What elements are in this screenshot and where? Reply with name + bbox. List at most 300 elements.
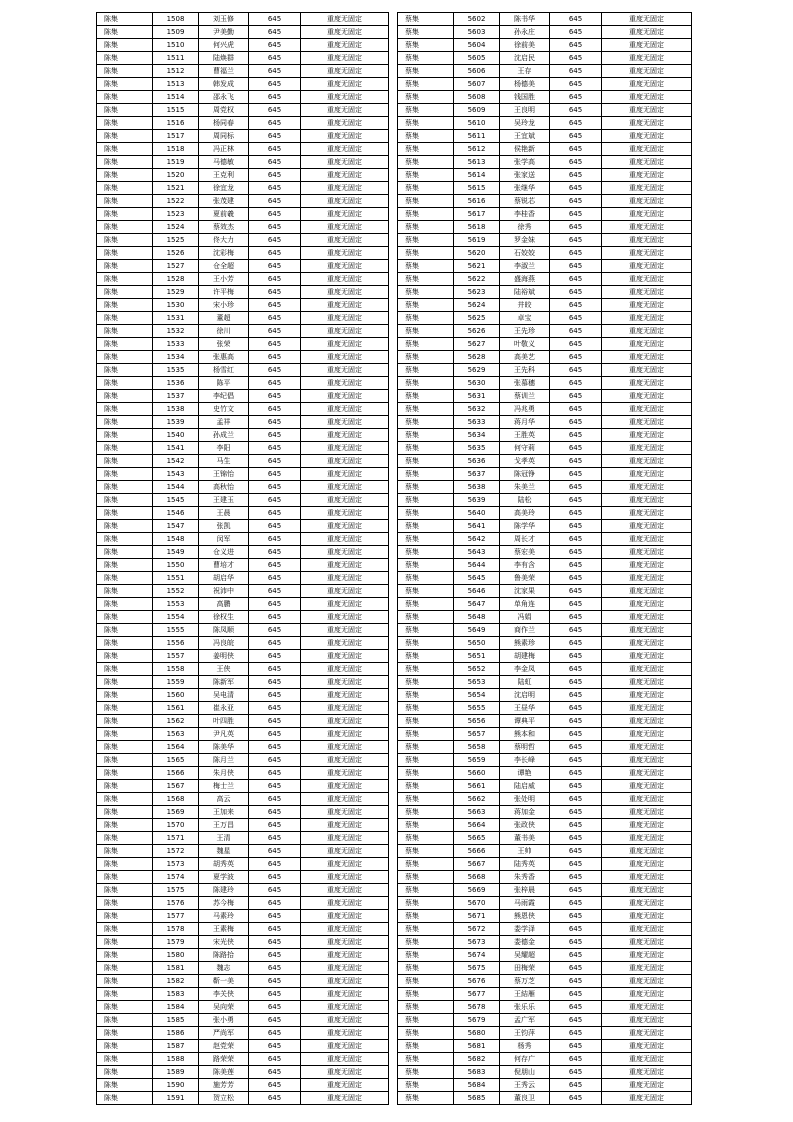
table-row xyxy=(97,845,389,858)
table-row xyxy=(97,65,389,78)
id-cell: 1555 xyxy=(153,624,199,637)
table-row xyxy=(97,1066,389,1079)
category-cell: 重度无固定 xyxy=(602,481,692,494)
category-cell: 重度无固定 xyxy=(301,208,389,221)
amount-cell: 645 xyxy=(550,663,602,676)
id-cell: 5620 xyxy=(454,247,500,260)
category-cell: 重度无固定 xyxy=(602,897,692,910)
name-cell: 夏前羲 xyxy=(199,208,249,221)
id-cell: 5677 xyxy=(454,988,500,1001)
table-row xyxy=(398,117,692,130)
id-cell: 5625 xyxy=(454,312,500,325)
name-cell: 陈书华 xyxy=(500,13,550,26)
id-cell: 1571 xyxy=(153,832,199,845)
category-cell: 重度无固定 xyxy=(301,806,389,819)
town-cell: 陈集 xyxy=(97,988,153,1001)
name-cell: 仓全超 xyxy=(199,260,249,273)
id-cell: 1539 xyxy=(153,416,199,429)
category-cell: 重度无固定 xyxy=(602,91,692,104)
id-cell: 1580 xyxy=(153,949,199,962)
id-cell: 1568 xyxy=(153,793,199,806)
name-cell: 吴向荣 xyxy=(199,1001,249,1014)
amount-cell: 645 xyxy=(249,988,301,1001)
town-cell: 陈集 xyxy=(97,221,153,234)
table-row xyxy=(398,1066,692,1079)
name-cell: 叶四胜 xyxy=(199,715,249,728)
table-row xyxy=(398,585,692,598)
name-cell: 马素玲 xyxy=(199,910,249,923)
name-cell: 魏志 xyxy=(199,962,249,975)
amount-cell: 645 xyxy=(249,663,301,676)
category-cell: 重度无固定 xyxy=(602,143,692,156)
category-cell: 重度无固定 xyxy=(301,585,389,598)
table-row xyxy=(398,975,692,988)
town-cell: 蔡集 xyxy=(398,624,454,637)
town-cell: 陈集 xyxy=(97,1027,153,1040)
town-cell: 蔡集 xyxy=(398,143,454,156)
id-cell: 5671 xyxy=(454,910,500,923)
amount-cell: 645 xyxy=(249,910,301,923)
name-cell: 陈平 xyxy=(199,377,249,390)
name-cell: 祝沛中 xyxy=(199,585,249,598)
id-cell: 1529 xyxy=(153,286,199,299)
amount-cell: 645 xyxy=(550,65,602,78)
table-row xyxy=(398,104,692,117)
category-cell: 重度无固定 xyxy=(602,234,692,247)
id-cell: 5656 xyxy=(454,715,500,728)
id-cell: 1524 xyxy=(153,221,199,234)
name-cell: 高秋怡 xyxy=(199,481,249,494)
category-cell: 重度无固定 xyxy=(301,702,389,715)
name-cell: 贺立松 xyxy=(199,1092,249,1105)
id-cell: 1512 xyxy=(153,65,199,78)
town-cell: 蔡集 xyxy=(398,871,454,884)
amount-cell: 645 xyxy=(249,91,301,104)
name-cell: 叶敬义 xyxy=(500,338,550,351)
amount-cell: 645 xyxy=(550,234,602,247)
town-cell: 陈集 xyxy=(97,442,153,455)
name-cell: 侯艳新 xyxy=(500,143,550,156)
name-cell: 陆焕群 xyxy=(199,52,249,65)
id-cell: 5665 xyxy=(454,832,500,845)
table-row xyxy=(97,897,389,910)
town-cell: 陈集 xyxy=(97,728,153,741)
amount-cell: 645 xyxy=(550,819,602,832)
name-cell: 周长才 xyxy=(500,533,550,546)
id-cell: 5622 xyxy=(454,273,500,286)
category-cell: 重度无固定 xyxy=(301,936,389,949)
id-cell: 1582 xyxy=(153,975,199,988)
id-cell: 1546 xyxy=(153,507,199,520)
name-cell: 陆虹 xyxy=(500,676,550,689)
town-cell: 陈集 xyxy=(97,377,153,390)
town-cell: 陈集 xyxy=(97,52,153,65)
table-row xyxy=(398,455,692,468)
name-cell: 曹培才 xyxy=(199,559,249,572)
name-cell: 陈建玲 xyxy=(199,884,249,897)
town-cell: 蔡集 xyxy=(398,897,454,910)
id-cell: 5660 xyxy=(454,767,500,780)
category-cell: 重度无固定 xyxy=(602,754,692,767)
amount-cell: 645 xyxy=(249,481,301,494)
amount-cell: 645 xyxy=(249,1066,301,1079)
id-cell: 5666 xyxy=(454,845,500,858)
amount-cell: 645 xyxy=(249,39,301,52)
amount-cell: 645 xyxy=(249,520,301,533)
amount-cell: 645 xyxy=(550,533,602,546)
table-row xyxy=(398,377,692,390)
id-cell: 5661 xyxy=(454,780,500,793)
amount-cell: 645 xyxy=(550,754,602,767)
amount-cell: 645 xyxy=(249,780,301,793)
table-row xyxy=(97,1092,389,1105)
id-cell: 5624 xyxy=(454,299,500,312)
id-cell: 1519 xyxy=(153,156,199,169)
category-cell: 重度无固定 xyxy=(301,299,389,312)
category-cell: 重度无固定 xyxy=(301,182,389,195)
name-cell: 王晨 xyxy=(199,507,249,520)
category-cell: 重度无固定 xyxy=(602,442,692,455)
amount-cell: 645 xyxy=(550,390,602,403)
id-cell: 5623 xyxy=(454,286,500,299)
table-row xyxy=(97,169,389,182)
amount-cell: 645 xyxy=(550,1092,602,1105)
id-cell: 1533 xyxy=(153,338,199,351)
amount-cell: 645 xyxy=(249,234,301,247)
amount-cell: 645 xyxy=(550,208,602,221)
left-roster-body xyxy=(97,13,389,1105)
town-cell: 陈集 xyxy=(97,676,153,689)
name-cell: 冯良皖 xyxy=(199,637,249,650)
town-cell: 蔡集 xyxy=(398,689,454,702)
category-cell: 重度无固定 xyxy=(602,962,692,975)
town-cell: 陈集 xyxy=(97,286,153,299)
name-cell: 王先科 xyxy=(500,364,550,377)
amount-cell: 645 xyxy=(249,260,301,273)
name-cell: 董良卫 xyxy=(500,1092,550,1105)
category-cell: 重度无固定 xyxy=(602,351,692,364)
id-cell: 5650 xyxy=(454,637,500,650)
amount-cell: 645 xyxy=(249,1014,301,1027)
town-cell: 陈集 xyxy=(97,936,153,949)
table-row xyxy=(398,1053,692,1066)
category-cell: 重度无固定 xyxy=(602,78,692,91)
table-row xyxy=(398,273,692,286)
table-row xyxy=(398,689,692,702)
name-cell: 蒋月华 xyxy=(500,416,550,429)
category-cell: 重度无固定 xyxy=(301,1001,389,1014)
id-cell: 1530 xyxy=(153,299,199,312)
town-cell: 陈集 xyxy=(97,364,153,377)
name-cell: 王小芳 xyxy=(199,273,249,286)
table-row xyxy=(97,377,389,390)
amount-cell: 645 xyxy=(550,468,602,481)
town-cell: 陈集 xyxy=(97,741,153,754)
table-row xyxy=(398,494,692,507)
name-cell: 梅士兰 xyxy=(199,780,249,793)
category-cell: 重度无固定 xyxy=(301,507,389,520)
category-cell: 重度无固定 xyxy=(602,520,692,533)
town-cell: 蔡集 xyxy=(398,208,454,221)
id-cell: 5611 xyxy=(454,130,500,143)
town-cell: 蔡集 xyxy=(398,1066,454,1079)
name-cell: 张政侠 xyxy=(500,819,550,832)
category-cell: 重度无固定 xyxy=(301,481,389,494)
name-cell: 鲁美荣 xyxy=(500,572,550,585)
amount-cell: 645 xyxy=(249,1027,301,1040)
id-cell: 5658 xyxy=(454,741,500,754)
amount-cell: 645 xyxy=(550,585,602,598)
town-cell: 蔡集 xyxy=(398,819,454,832)
category-cell: 重度无固定 xyxy=(301,104,389,117)
name-cell: 胡秀英 xyxy=(199,858,249,871)
name-cell: 邵永飞 xyxy=(199,91,249,104)
name-cell: 王钧萍 xyxy=(500,1027,550,1040)
name-cell: 石姣姣 xyxy=(500,247,550,260)
table-row xyxy=(398,845,692,858)
category-cell: 重度无固定 xyxy=(602,1079,692,1092)
id-cell: 5633 xyxy=(454,416,500,429)
table-row xyxy=(97,143,389,156)
table-row xyxy=(398,1079,692,1092)
category-cell: 重度无固定 xyxy=(602,1027,692,1040)
table-row xyxy=(398,1014,692,1027)
town-cell: 陈集 xyxy=(97,871,153,884)
name-cell: 张家送 xyxy=(500,169,550,182)
name-cell: 崔永亚 xyxy=(199,702,249,715)
amount-cell: 645 xyxy=(249,312,301,325)
town-cell: 陈集 xyxy=(97,1053,153,1066)
category-cell: 重度无固定 xyxy=(602,169,692,182)
name-cell: 井皎 xyxy=(500,299,550,312)
town-cell: 陈集 xyxy=(97,78,153,91)
id-cell: 1538 xyxy=(153,403,199,416)
amount-cell: 645 xyxy=(550,715,602,728)
town-cell: 陈集 xyxy=(97,689,153,702)
table-row xyxy=(398,832,692,845)
category-cell: 重度无固定 xyxy=(602,546,692,559)
id-cell: 1522 xyxy=(153,195,199,208)
name-cell: 钱国胜 xyxy=(500,91,550,104)
category-cell: 重度无固定 xyxy=(602,117,692,130)
category-cell: 重度无固定 xyxy=(301,962,389,975)
id-cell: 1536 xyxy=(153,377,199,390)
amount-cell: 645 xyxy=(550,949,602,962)
amount-cell: 645 xyxy=(249,442,301,455)
town-cell: 陈集 xyxy=(97,13,153,26)
name-cell: 卓宝 xyxy=(500,312,550,325)
table-row xyxy=(97,39,389,52)
name-cell: 张学高 xyxy=(500,156,550,169)
name-cell: 熊本和 xyxy=(500,728,550,741)
name-cell: 单角连 xyxy=(500,598,550,611)
table-row xyxy=(97,429,389,442)
amount-cell: 645 xyxy=(550,364,602,377)
table-row xyxy=(398,468,692,481)
name-cell: 马德敏 xyxy=(199,156,249,169)
id-cell: 5637 xyxy=(454,468,500,481)
town-cell: 蔡集 xyxy=(398,845,454,858)
amount-cell: 645 xyxy=(249,325,301,338)
category-cell: 重度无固定 xyxy=(602,637,692,650)
name-cell: 孟祥 xyxy=(199,416,249,429)
town-cell: 蔡集 xyxy=(398,26,454,39)
town-cell: 陈集 xyxy=(97,1092,153,1105)
id-cell: 1544 xyxy=(153,481,199,494)
name-cell: 周党权 xyxy=(199,104,249,117)
town-cell: 蔡集 xyxy=(398,130,454,143)
table-row xyxy=(398,260,692,273)
table-row xyxy=(97,819,389,832)
id-cell: 5648 xyxy=(454,611,500,624)
name-cell: 王存 xyxy=(500,65,550,78)
table-row xyxy=(398,351,692,364)
name-cell: 蔡明哲 xyxy=(500,741,550,754)
table-row xyxy=(398,715,692,728)
name-cell: 苏今梅 xyxy=(199,897,249,910)
amount-cell: 645 xyxy=(550,988,602,1001)
name-cell: 娄学泽 xyxy=(500,923,550,936)
name-cell: 冯兆勇 xyxy=(500,403,550,416)
town-cell: 蔡集 xyxy=(398,156,454,169)
town-cell: 陈集 xyxy=(97,39,153,52)
table-row xyxy=(398,481,692,494)
amount-cell: 645 xyxy=(249,858,301,871)
town-cell: 陈集 xyxy=(97,585,153,598)
id-cell: 1557 xyxy=(153,650,199,663)
amount-cell: 645 xyxy=(249,104,301,117)
amount-cell: 645 xyxy=(550,1001,602,1014)
table-row xyxy=(398,949,692,962)
town-cell: 蔡集 xyxy=(398,637,454,650)
category-cell: 重度无固定 xyxy=(602,416,692,429)
name-cell: 吴耀超 xyxy=(500,949,550,962)
right-roster-table xyxy=(397,12,692,1105)
amount-cell: 645 xyxy=(550,1079,602,1092)
table-row xyxy=(398,403,692,416)
id-cell: 1528 xyxy=(153,273,199,286)
id-cell: 5632 xyxy=(454,403,500,416)
name-cell: 商作兰 xyxy=(500,624,550,637)
id-cell: 1535 xyxy=(153,364,199,377)
name-cell: 韩发成 xyxy=(199,78,249,91)
amount-cell: 645 xyxy=(550,403,602,416)
table-row xyxy=(97,455,389,468)
name-cell: 王侠 xyxy=(199,663,249,676)
name-cell: 孙永庄 xyxy=(500,26,550,39)
id-cell: 5672 xyxy=(454,923,500,936)
category-cell: 重度无固定 xyxy=(602,182,692,195)
town-cell: 蔡集 xyxy=(398,1079,454,1092)
town-cell: 蔡集 xyxy=(398,806,454,819)
table-row xyxy=(398,429,692,442)
table-row xyxy=(97,585,389,598)
town-cell: 蔡集 xyxy=(398,1040,454,1053)
category-cell: 重度无固定 xyxy=(602,871,692,884)
category-cell: 重度无固定 xyxy=(602,377,692,390)
name-cell: 徐秀 xyxy=(500,221,550,234)
name-cell: 王結雁 xyxy=(500,988,550,1001)
town-cell: 陈集 xyxy=(97,234,153,247)
id-cell: 5647 xyxy=(454,598,500,611)
amount-cell: 645 xyxy=(249,559,301,572)
table-row xyxy=(398,650,692,663)
table-row xyxy=(97,650,389,663)
town-cell: 蔡集 xyxy=(398,299,454,312)
name-cell: 朱秀香 xyxy=(500,871,550,884)
amount-cell: 645 xyxy=(550,182,602,195)
table-row xyxy=(398,195,692,208)
town-cell: 蔡集 xyxy=(398,754,454,767)
id-cell: 5615 xyxy=(454,182,500,195)
table-row xyxy=(398,728,692,741)
town-cell: 蔡集 xyxy=(398,286,454,299)
table-row xyxy=(97,494,389,507)
category-cell: 重度无固定 xyxy=(301,533,389,546)
table-row xyxy=(97,299,389,312)
town-cell: 陈集 xyxy=(97,91,153,104)
id-cell: 1558 xyxy=(153,663,199,676)
category-cell: 重度无固定 xyxy=(301,195,389,208)
table-row xyxy=(97,546,389,559)
category-cell: 重度无固定 xyxy=(301,325,389,338)
name-cell: 熊素珍 xyxy=(500,637,550,650)
table-row xyxy=(97,793,389,806)
name-cell: 何守莉 xyxy=(500,442,550,455)
id-cell: 1549 xyxy=(153,546,199,559)
category-cell: 重度无固定 xyxy=(301,364,389,377)
table-row xyxy=(398,13,692,26)
table-row xyxy=(398,208,692,221)
name-cell: 蔡训兰 xyxy=(500,390,550,403)
id-cell: 1540 xyxy=(153,429,199,442)
table-row xyxy=(97,403,389,416)
amount-cell: 645 xyxy=(550,572,602,585)
name-cell: 冯娟 xyxy=(500,611,550,624)
table-row xyxy=(97,286,389,299)
town-cell: 陈集 xyxy=(97,910,153,923)
town-cell: 陈集 xyxy=(97,260,153,273)
town-cell: 蔡集 xyxy=(398,481,454,494)
category-cell: 重度无固定 xyxy=(301,156,389,169)
amount-cell: 645 xyxy=(550,338,602,351)
town-cell: 蔡集 xyxy=(398,78,454,91)
town-cell: 陈集 xyxy=(97,26,153,39)
table-row xyxy=(97,832,389,845)
table-row xyxy=(97,962,389,975)
name-cell: 朱月侠 xyxy=(199,767,249,780)
id-cell: 1585 xyxy=(153,1014,199,1027)
left-roster-table xyxy=(96,12,389,1105)
town-cell: 蔡集 xyxy=(398,429,454,442)
table-row xyxy=(398,598,692,611)
id-cell: 5603 xyxy=(454,26,500,39)
town-cell: 陈集 xyxy=(97,780,153,793)
id-cell: 5639 xyxy=(454,494,500,507)
town-cell: 蔡集 xyxy=(398,1001,454,1014)
category-cell: 重度无固定 xyxy=(301,91,389,104)
id-cell: 5680 xyxy=(454,1027,500,1040)
town-cell: 蔡集 xyxy=(398,741,454,754)
id-cell: 1541 xyxy=(153,442,199,455)
name-cell: 陈美华 xyxy=(199,741,249,754)
table-row xyxy=(97,1027,389,1040)
id-cell: 1589 xyxy=(153,1066,199,1079)
category-cell: 重度无固定 xyxy=(602,572,692,585)
id-cell: 1562 xyxy=(153,715,199,728)
name-cell: 杨秀 xyxy=(500,1040,550,1053)
town-cell: 陈集 xyxy=(97,65,153,78)
